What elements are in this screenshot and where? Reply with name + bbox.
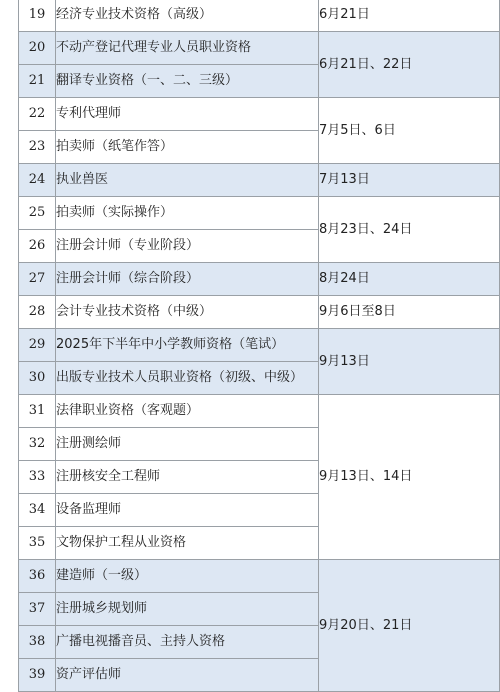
exam-name: 经济专业技术资格（高级） [56,0,319,32]
exam-name: 注册城乡规划师 [56,593,319,626]
exam-schedule-table [18,0,500,692]
exam-date: 9月20日、21日 [319,560,500,692]
row-number: 19 [19,0,56,32]
exam-date: 9月13日 [319,329,500,395]
exam-name: 拍卖师（纸笔作答） [56,131,319,164]
row-number: 33 [19,461,56,494]
exam-name: 不动产登记代理专业人员职业资格 [56,32,319,65]
exam-name: 文物保护工程从业资格 [56,527,319,560]
exam-date: 7月5日、6日 [319,98,500,164]
exam-schedule-body [19,0,500,692]
exam-name: 资产评估师 [56,659,319,692]
exam-date: 8月24日 [319,263,500,296]
row-number: 32 [19,428,56,461]
row-number: 21 [19,65,56,98]
row-number: 25 [19,197,56,230]
row-number: 31 [19,395,56,428]
exam-name: 执业兽医 [56,164,319,197]
row-number: 20 [19,32,56,65]
table-row [19,32,500,65]
table-row [19,0,500,32]
exam-name: 注册测绘师 [56,428,319,461]
exam-name: 注册会计师（综合阶段） [56,263,319,296]
row-number: 23 [19,131,56,164]
exam-date: 9月13日、14日 [319,395,500,560]
exam-name: 建造师（一级） [56,560,319,593]
table-row [19,329,500,362]
row-number: 29 [19,329,56,362]
exam-name: 出版专业技术人员职业资格（初级、中级） [56,362,319,395]
exam-name: 法律职业资格（客观题） [56,395,319,428]
exam-name: 会计专业技术资格（中级） [56,296,319,329]
exam-date: 8月23日、24日 [319,197,500,263]
exam-date: 7月13日 [319,164,500,197]
exam-name: 专利代理师 [56,98,319,131]
exam-name: 注册核安全工程师 [56,461,319,494]
exam-date: 6月21日、22日 [319,32,500,98]
table-row [19,395,500,428]
row-number: 22 [19,98,56,131]
table-row [19,560,500,593]
row-number: 39 [19,659,56,692]
table-row [19,98,500,131]
row-number: 27 [19,263,56,296]
row-number: 28 [19,296,56,329]
exam-name: 广播电视播音员、主持人资格 [56,626,319,659]
table-row [19,263,500,296]
exam-name: 注册会计师（专业阶段） [56,230,319,263]
exam-date: 6月21日 [319,0,500,32]
table-row [19,164,500,197]
table-row [19,296,500,329]
exam-name: 翻译专业资格（一、二、三级） [56,65,319,98]
row-number: 30 [19,362,56,395]
row-number: 38 [19,626,56,659]
row-number: 35 [19,527,56,560]
exam-name: 设备监理师 [56,494,319,527]
table-row [19,197,500,230]
row-number: 26 [19,230,56,263]
row-number: 34 [19,494,56,527]
exam-date: 9月6日至8日 [319,296,500,329]
row-number: 24 [19,164,56,197]
row-number: 37 [19,593,56,626]
exam-name: 2025年下半年中小学教师资格（笔试） [56,329,319,362]
row-number: 36 [19,560,56,593]
exam-name: 拍卖师（实际操作） [56,197,319,230]
